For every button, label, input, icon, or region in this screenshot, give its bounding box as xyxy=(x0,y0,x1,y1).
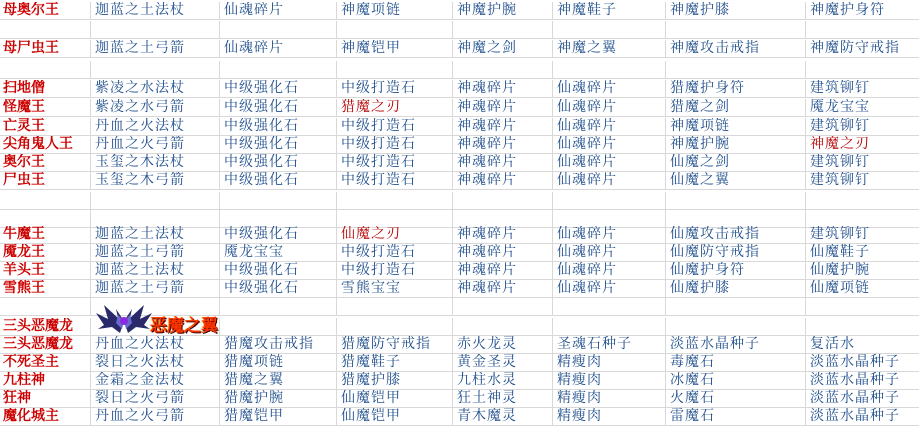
cell-item-5[interactable] xyxy=(553,298,666,315)
cell-boss-name[interactable]: 三头恶魔龙 xyxy=(0,318,91,335)
cell-item-5[interactable] xyxy=(553,318,666,335)
table-row xyxy=(0,40,919,58)
cell-item-2[interactable]: 猎魔铠甲 xyxy=(220,408,337,425)
cell-boss-name[interactable]: 扫地僧 xyxy=(0,80,91,97)
cell-item-1[interactable]: 迦蓝之土法杖 xyxy=(91,2,220,19)
cell-item-6[interactable]: 淡蓝水晶种子 xyxy=(666,336,806,353)
cell-item-5[interactable] xyxy=(553,61,666,78)
cell-item-6[interactable]: 神魔护腕 xyxy=(666,136,806,153)
cell-item-7[interactable] xyxy=(806,318,919,335)
cell-item-7[interactable] xyxy=(806,192,919,209)
cell-item-4[interactable]: 神魂碎片 xyxy=(453,99,553,116)
cell-item-4[interactable]: 神魂碎片 xyxy=(453,244,553,261)
cell-item-1[interactable]: 迦蓝之土法杖 xyxy=(91,262,220,279)
cell-item-6[interactable]: 毒魔石 xyxy=(666,354,806,371)
cell-item-2[interactable]: 中级强化石 xyxy=(220,262,337,279)
cell-boss-name[interactable]: 不死圣主 xyxy=(0,354,91,371)
cell-item-5[interactable]: 精瘦肉 xyxy=(553,354,666,371)
cell-item-2[interactable]: 猎魔护腕 xyxy=(220,390,337,407)
cell-item-6[interactable]: 神魔项链 xyxy=(666,118,806,135)
cell-item-3[interactable]: 中级打造石 xyxy=(337,262,453,279)
cell-item-3[interactable]: 神魔铠甲 xyxy=(337,40,453,57)
cell-item-2[interactable] xyxy=(220,61,337,78)
cell-boss-name[interactable] xyxy=(0,210,91,227)
cell-item-7[interactable]: 建筑铆钉 xyxy=(810,118,870,134)
cell-item-4[interactable]: 神魂碎片 xyxy=(453,172,553,189)
table-row xyxy=(0,2,919,20)
cell-item-4[interactable]: 九柱水灵 xyxy=(453,372,553,389)
cell-boss-name[interactable] xyxy=(0,192,91,209)
cell-item-1[interactable]: 迦蓝之土弓箭 xyxy=(91,244,220,261)
cell-item-2[interactable]: 魇龙宝宝 xyxy=(220,244,337,261)
table-row xyxy=(0,154,919,172)
cell-item-4[interactable]: 赤火龙灵 xyxy=(453,336,553,353)
cell-item-7[interactable]: 建筑铆钉 xyxy=(810,172,870,188)
cell-item-7[interactable] xyxy=(806,298,919,315)
cell-item-1[interactable]: 玉玺之木弓箭 xyxy=(91,172,220,189)
cell-item-1[interactable]: 裂日之火弓箭 xyxy=(91,390,220,407)
cell-boss-name[interactable]: 狂神 xyxy=(0,390,91,407)
cell-boss-name[interactable]: 魔化城主 xyxy=(0,408,91,425)
cell-boss-name[interactable]: 羊头王 xyxy=(0,262,91,279)
cell-item-3[interactable]: 中级打造石 xyxy=(337,172,453,189)
cell-item-5[interactable]: 仙魂碎片 xyxy=(553,226,666,243)
cell-item-2[interactable]: 仙魂碎片 xyxy=(220,2,337,19)
cell-item-7[interactable]: 魇龙宝宝 xyxy=(810,99,870,115)
cell-item-4[interactable]: 狂土神灵 xyxy=(453,390,553,407)
cell-item-1[interactable] xyxy=(91,61,220,78)
cell-item-6[interactable]: 神魔护膝 xyxy=(666,2,806,19)
cell-item-6[interactable]: 猎魔之剑 xyxy=(666,99,806,116)
cell-boss-name[interactable]: 尖角鬼人王 xyxy=(0,136,91,153)
cell-item-3[interactable]: 神魔项链 xyxy=(337,2,453,19)
cell-boss-name[interactable]: 亡灵王 xyxy=(0,118,91,135)
cell-item-1[interactable]: 玉玺之木法杖 xyxy=(91,154,220,171)
cell-item-7[interactable]: 建筑铆钉 xyxy=(810,154,870,170)
cell-item-6[interactable]: 仙魔防守戒指 xyxy=(666,244,806,261)
cell-item-1[interactable]: 迦蓝之土法杖 xyxy=(91,226,220,243)
cell-item-7[interactable]: 淡蓝水晶种子 xyxy=(810,408,900,424)
cell-item-5[interactable]: 精瘦肉 xyxy=(553,390,666,407)
cell-item-3[interactable]: 中级打造石 xyxy=(337,154,453,171)
cell-item-5[interactable] xyxy=(553,192,666,209)
cell-item-2[interactable]: 中级强化石 xyxy=(220,226,337,243)
table-row xyxy=(0,280,919,298)
cell-item-7[interactable]: 神魔防守戒指 xyxy=(810,40,900,56)
cell-boss-name[interactable]: 尸虫王 xyxy=(0,172,91,189)
cell-item-6[interactable] xyxy=(666,192,806,209)
cell-boss-name[interactable]: 魇龙王 xyxy=(0,244,91,261)
cell-item-5[interactable]: 精瘦肉 xyxy=(553,408,666,425)
cell-item-3[interactable] xyxy=(337,318,453,335)
cell-item-6[interactable] xyxy=(666,210,806,227)
table-row xyxy=(0,408,919,426)
cell-item-1[interactable] xyxy=(91,210,220,227)
cell-item-7[interactable]: 建筑铆钉 xyxy=(810,80,870,96)
cell-item-5[interactable]: 仙魂碎片 xyxy=(553,80,666,97)
cell-item-3[interactable]: 仙魔铠甲 xyxy=(337,390,453,407)
cell-item-7[interactable]: 建筑铆钉 xyxy=(810,226,870,242)
cell-item-6[interactable] xyxy=(666,61,806,78)
cell-item-2[interactable]: 中级强化石 xyxy=(220,172,337,189)
cell-item-7[interactable]: 仙魔鞋子 xyxy=(810,244,870,260)
cell-item-4[interactable] xyxy=(453,298,553,315)
cell-item-4[interactable]: 神魔护腕 xyxy=(453,2,553,19)
table-row xyxy=(0,372,919,390)
table-row xyxy=(0,61,919,79)
table-row xyxy=(0,262,919,280)
cell-item-3[interactable]: 猎魔防守戒指 xyxy=(337,336,453,353)
cell-boss-name[interactable]: 三头恶魔龙 xyxy=(0,336,91,353)
cell-item-5[interactable]: 仙魂碎片 xyxy=(553,99,666,116)
cell-item-7[interactable]: 淡蓝水晶种子 xyxy=(810,354,900,370)
cell-item-2[interactable] xyxy=(220,210,337,227)
cell-item-4[interactable] xyxy=(453,318,553,335)
cell-item-7[interactable]: 神魔护身符 xyxy=(810,2,885,18)
table-row xyxy=(0,21,919,39)
table-row xyxy=(0,99,919,117)
cell-item-5[interactable]: 仙魂碎片 xyxy=(553,172,666,189)
cell-boss-name[interactable]: 怪魔王 xyxy=(0,99,91,116)
cell-item-4[interactable]: 神魔之剑 xyxy=(453,40,553,57)
cell-item-1[interactable]: 丹血之火法杖 xyxy=(91,118,220,135)
cell-item-7[interactable]: 淡蓝水晶种子 xyxy=(810,372,900,388)
cell-item-4[interactable]: 神魂碎片 xyxy=(453,118,553,135)
cell-boss-name[interactable]: 母尸虫王 xyxy=(0,40,91,57)
cell-item-6[interactable]: 仙魔护身符 xyxy=(666,262,806,279)
cell-item-6[interactable]: 冰魔石 xyxy=(666,372,806,389)
cell-item-5[interactable]: 仙魂碎片 xyxy=(553,244,666,261)
table-row xyxy=(0,226,919,244)
cell-item-3[interactable]: 猎魔之刃 xyxy=(337,99,453,116)
cell-item-6[interactable]: 雷魔石 xyxy=(666,408,806,425)
cell-item-1[interactable]: 裂日之火法杖 xyxy=(91,354,220,371)
cell-boss-name[interactable]: 九柱神 xyxy=(0,372,91,389)
cell-item-4[interactable]: 神魂碎片 xyxy=(453,262,553,279)
cell-item-4[interactable] xyxy=(453,61,553,78)
cell-item-4[interactable] xyxy=(453,210,553,227)
cell-item-6[interactable]: 仙魔之剑 xyxy=(666,154,806,171)
cell-item-2[interactable]: 中级强化石 xyxy=(220,136,337,153)
cell-item-1[interactable]: 迦蓝之土弓箭 xyxy=(91,280,220,297)
cell-item-1[interactable]: 丹血之火弓箭 xyxy=(91,408,220,425)
cell-item-3[interactable]: 中级打造石 xyxy=(337,118,453,135)
cell-item-5[interactable]: 圣魂石种子 xyxy=(553,336,666,353)
cell-item-2[interactable]: 中级强化石 xyxy=(220,280,337,297)
cell-item-5[interactable]: 仙魂碎片 xyxy=(553,280,666,297)
cell-item-6[interactable]: 仙魔之翼 xyxy=(666,172,806,189)
cell-item-7[interactable] xyxy=(806,210,919,227)
cell-item-7[interactable]: 复活水 xyxy=(810,336,855,352)
cell-item-4[interactable]: 神魂碎片 xyxy=(453,226,553,243)
cell-item-6[interactable]: 仙魔护膝 xyxy=(666,280,806,297)
cell-item-5[interactable]: 神魔之翼 xyxy=(553,40,666,57)
cell-item-1[interactable]: 迦蓝之土弓箭 xyxy=(91,40,220,57)
cell-item-4[interactable]: 黄金圣灵 xyxy=(453,354,553,371)
cell-item-1[interactable]: 紫凌之水弓箭 xyxy=(91,99,220,116)
cell-item-3[interactable] xyxy=(337,298,453,315)
cell-item-5[interactable]: 仙魂碎片 xyxy=(553,262,666,279)
cell-item-2[interactable]: 猎魔之翼 xyxy=(220,372,337,389)
cell-item-4[interactable]: 神魂碎片 xyxy=(453,136,553,153)
cell-boss-name[interactable]: 雪熊王 xyxy=(0,280,91,297)
cell-item-5[interactable]: 仙魂碎片 xyxy=(553,136,666,153)
cell-item-5[interactable]: 仙魂碎片 xyxy=(553,154,666,171)
table-row xyxy=(0,336,919,354)
cell-boss-name[interactable] xyxy=(0,21,91,38)
cell-item-6[interactable]: 火魔石 xyxy=(666,390,806,407)
cell-item-6[interactable]: 仙魔攻击戒指 xyxy=(666,226,806,243)
cell-boss-name[interactable]: 奥尔王 xyxy=(0,154,91,171)
table-row xyxy=(0,244,919,262)
cell-item-6[interactable] xyxy=(666,318,806,335)
cell-boss-name[interactable] xyxy=(0,61,91,78)
cell-item-4[interactable]: 神魂碎片 xyxy=(453,280,553,297)
cell-item-2[interactable]: 中级强化石 xyxy=(220,99,337,116)
cell-item-2[interactable]: 中级强化石 xyxy=(220,118,337,135)
cell-item-5[interactable] xyxy=(553,21,666,38)
cell-item-3[interactable] xyxy=(337,61,453,78)
table-row xyxy=(0,354,919,372)
cell-boss-name[interactable]: 母奥尔王 xyxy=(0,2,91,19)
cell-item-1[interactable]: 紫凌之水法杖 xyxy=(91,80,220,97)
cell-item-6[interactable]: 神魔攻击戒指 xyxy=(666,40,806,57)
cell-item-5[interactable]: 神魔鞋子 xyxy=(553,2,666,19)
cell-item-2[interactable]: 猎魔项链 xyxy=(220,354,337,371)
table-row xyxy=(0,80,919,98)
demon-wing-icon xyxy=(94,303,154,337)
cell-item-3[interactable]: 中级打造石 xyxy=(337,244,453,261)
cell-item-6[interactable] xyxy=(666,21,806,38)
cell-item-2[interactable]: 猎魔攻击戒指 xyxy=(220,336,337,353)
cell-item-1[interactable]: 丹血之火法杖 xyxy=(91,336,220,353)
cell-item-2[interactable] xyxy=(220,192,337,209)
cell-item-7[interactable]: 神魔之刃 xyxy=(810,136,870,152)
cell-item-7[interactable]: 仙魔项链 xyxy=(810,280,870,296)
cell-item-4[interactable] xyxy=(453,192,553,209)
cell-item-6[interactable]: 猎魔护身符 xyxy=(666,80,806,97)
table-row xyxy=(0,192,919,210)
cell-item-2[interactable]: 中级强化石 xyxy=(220,80,337,97)
cell-item-4[interactable]: 神魂碎片 xyxy=(453,80,553,97)
cell-item-3[interactable] xyxy=(337,210,453,227)
cell-item-1[interactable] xyxy=(91,192,220,209)
table-row xyxy=(0,390,919,408)
cell-item-3[interactable]: 中级打造石 xyxy=(337,136,453,153)
cell-item-3[interactable]: 中级打造石 xyxy=(337,80,453,97)
cell-item-4[interactable]: 神魂碎片 xyxy=(453,154,553,171)
demon-wing-banner xyxy=(94,303,254,337)
cell-item-2[interactable] xyxy=(220,21,337,38)
cell-item-1[interactable]: 金霜之金法杖 xyxy=(91,372,220,389)
cell-item-3[interactable]: 仙魔铠甲 xyxy=(337,408,453,425)
cell-item-3[interactable]: 雪熊宝宝 xyxy=(337,280,453,297)
cell-item-5[interactable]: 仙魂碎片 xyxy=(553,118,666,135)
cell-item-3[interactable]: 猎魔护膝 xyxy=(337,372,453,389)
cell-item-2[interactable]: 中级强化石 xyxy=(220,154,337,171)
cell-item-7[interactable]: 仙魔护腕 xyxy=(810,262,870,278)
cell-item-1[interactable]: 丹血之火弓箭 xyxy=(91,136,220,153)
table-row xyxy=(0,136,919,154)
cell-boss-name[interactable]: 牛魔王 xyxy=(0,226,91,243)
cell-item-3[interactable] xyxy=(337,192,453,209)
cell-item-3[interactable]: 猎魔鞋子 xyxy=(337,354,453,371)
cell-item-5[interactable]: 精瘦肉 xyxy=(553,372,666,389)
cell-item-2[interactable]: 仙魂碎片 xyxy=(220,40,337,57)
cell-item-5[interactable] xyxy=(553,210,666,227)
table-row xyxy=(0,118,919,136)
banner-label: 恶魔之翼 xyxy=(150,316,218,336)
cell-item-6[interactable] xyxy=(666,298,806,315)
cell-boss-name[interactable] xyxy=(0,298,91,315)
cell-item-4[interactable]: 青木魔灵 xyxy=(453,408,553,425)
cell-item-4[interactable] xyxy=(453,21,553,38)
cell-item-3[interactable] xyxy=(337,21,453,38)
cell-item-7[interactable]: 淡蓝水晶种子 xyxy=(810,390,900,406)
cell-item-7[interactable] xyxy=(806,61,919,78)
cell-item-3[interactable]: 仙魔之刃 xyxy=(337,226,453,243)
table-row xyxy=(0,172,919,190)
cell-item-7[interactable] xyxy=(806,21,919,38)
cell-item-1[interactable] xyxy=(91,21,220,38)
